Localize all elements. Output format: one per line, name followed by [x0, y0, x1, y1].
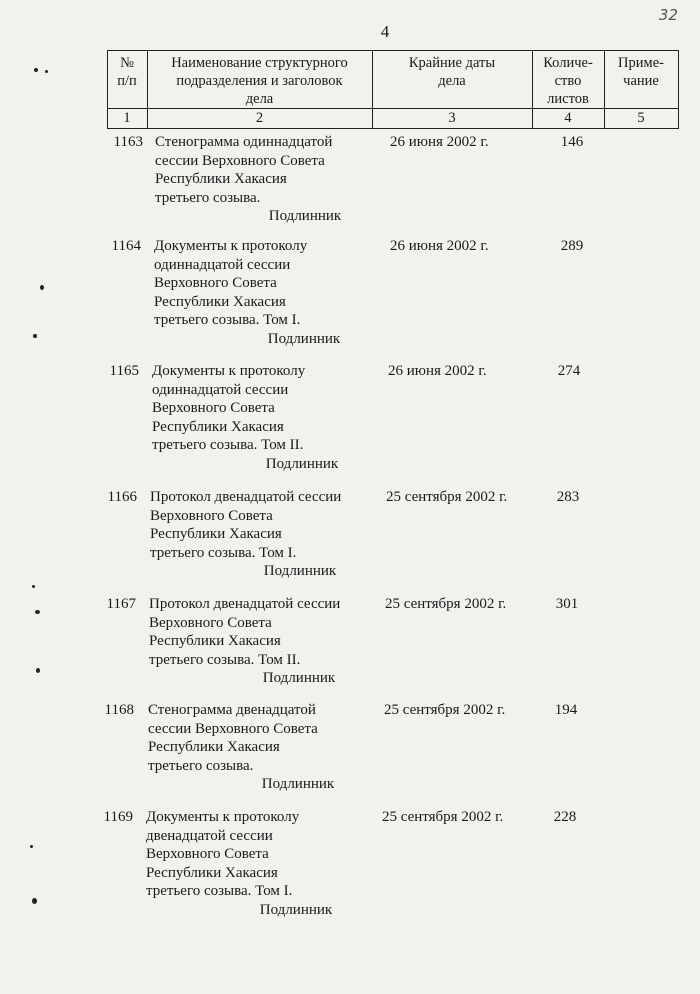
scan-speck: [35, 610, 40, 614]
record-sheets: 194: [554, 702, 578, 718]
record-number: 1167: [106, 596, 136, 612]
scan-speck: [36, 668, 40, 673]
record-date: 25 сентября 2002 г.: [386, 489, 508, 505]
record-number: 1164: [111, 238, 141, 254]
header-bottom-rule: [107, 128, 679, 129]
scan-speck: [32, 585, 35, 588]
record-sheets: 228: [553, 809, 577, 825]
record-note: Подлинник: [261, 776, 335, 792]
record-number: 1165: [109, 363, 139, 379]
scan-speck: [34, 68, 38, 72]
scan-speck: [45, 70, 48, 73]
record-title: Документы к протоколу одиннадцатой сессии Верховного Совета Республики Хакасия третьего созыва. Том II. Подлинник: [152, 362, 387, 473]
record-title: Документы к протоколу одиннадцатой сессии Верховного Совета Республики Хакасия третьего созыва. Том I. Подлинник: [154, 237, 389, 348]
sheet-number: 32: [658, 6, 678, 24]
record-number: 1169: [103, 809, 133, 825]
record-title: Стенограмма одиннадцатой сессии Верховного Совета Республики Хакасия третьего созыва. Подлинник: [155, 133, 390, 226]
scan-speck: [40, 285, 44, 290]
record-note: Подлинник: [263, 563, 337, 579]
record-date: 25 сентября 2002 г.: [384, 702, 506, 718]
table-header: [107, 50, 679, 129]
scan-speck: [32, 898, 37, 904]
record-number: 1163: [113, 134, 143, 150]
record-sheets: 274: [557, 363, 581, 379]
record-sheets: 283: [556, 489, 580, 505]
record-date: 26 июня 2002 г.: [390, 134, 489, 150]
column-number: 1: [123, 110, 131, 126]
column-number: 3: [448, 110, 456, 126]
header-mid-rule: [107, 108, 679, 109]
header-col-number: № п/п: [117, 55, 137, 89]
record-date: 26 июня 2002 г.: [388, 363, 487, 379]
column-number: 5: [637, 110, 645, 126]
record-note: Подлинник: [268, 208, 342, 224]
record-note: Подлинник: [265, 455, 339, 472]
record-title: Стенограмма двенадцатой сессии Верховного Совета Республики Хакасия третьего созыва. Подлинник: [148, 701, 383, 794]
header-col-remarks: Приме- чание: [618, 55, 664, 89]
header-col-dates: Крайние даты дела: [408, 55, 496, 89]
col-divider: [678, 50, 679, 129]
scan-speck: [30, 845, 33, 848]
record-note: Подлинник: [259, 901, 333, 918]
record-date: 25 сентября 2002 г.: [382, 809, 504, 825]
record-number: 1168: [104, 702, 134, 718]
header-top-rule: [107, 50, 679, 51]
header-col-sheets: Количе- ство листов: [543, 55, 593, 107]
page-number: 4: [380, 22, 390, 41]
record-date: 26 июня 2002 г.: [390, 238, 489, 254]
header-col-title: Наименование структурного подразделения и заголовок дела: [171, 55, 348, 107]
column-number: 2: [255, 110, 264, 126]
record-date: 25 сентября 2002 г.: [385, 596, 507, 612]
record-sheets: 289: [560, 238, 584, 254]
scan-speck: [33, 334, 37, 338]
record-number: 1166: [107, 489, 137, 505]
record-title: Протокол двенадцатой сессии Верховного Совета Республики Хакасия третьего созыва. Том II. Подлинник: [149, 595, 384, 688]
record-title: Протокол двенадцатой сессии Верховного Совета Республики Хакасия третьего созыва. Том I. Подлинник: [150, 488, 385, 581]
record-title: Документы к протоколу двенадцатой сессии Верховного Совета Республики Хакасия третьего созыва. Том I. Подлинник: [146, 808, 381, 919]
record-sheets: 146: [560, 134, 584, 150]
record-sheets: 301: [555, 596, 579, 612]
record-note: Подлинник: [262, 670, 336, 686]
column-number: 4: [564, 110, 572, 126]
record-note: Подлинник: [267, 330, 341, 347]
